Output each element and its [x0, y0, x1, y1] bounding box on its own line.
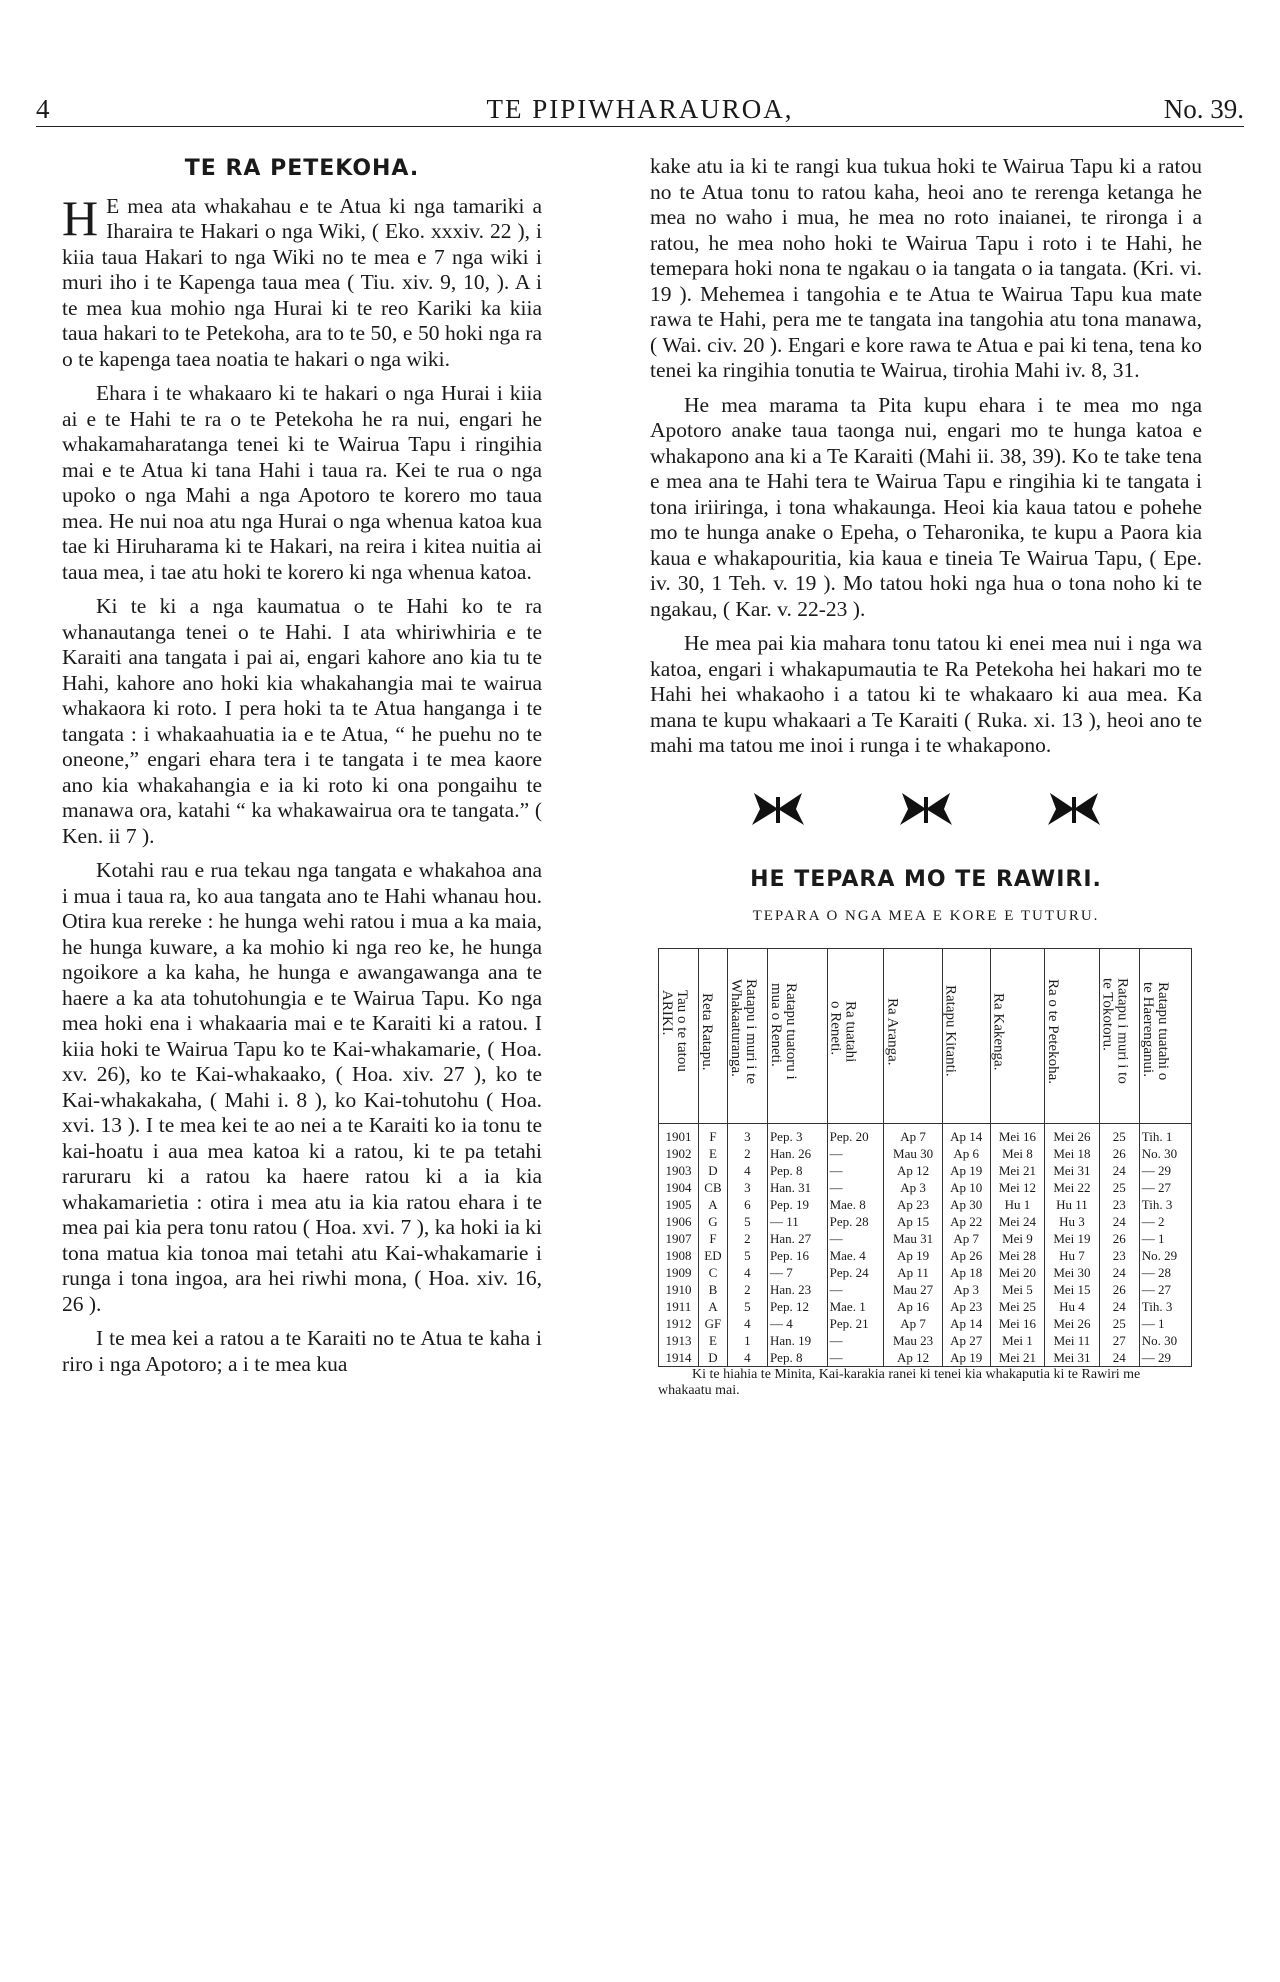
- article-paragraph: He mea marama ta Pita kupu ehara i te mea mo nga Apotoro anake taua taonga nui, engari mo te hunga katoa e whakapono ana ki a Te Karaiti (Mahi ii. 38, 39). Ko te take tena e mea ana te Hahi tera te Wairua Tapu e ringihia ki te tangata i tona iriiringa, i tona whakaunga. Heoi kia kaua tatou e pohehe mo te hunga anake o Epeha, o Teharonika, te kupu a Paora kia kaua e whakapouritia, kia kaua e tineia Te Wairua Tapu, ( Epe. iv. 30, 1 Teh. v. 19 ). Mo tatou hoki nga hua o tona noho ki te ngakau, ( Kar. v. 22-23 ).: [650, 392, 1202, 621]
- table-cell: Mei 1: [990, 1332, 1045, 1349]
- drop-cap: H: [62, 189, 99, 246]
- table-cell: E: [699, 1332, 728, 1349]
- table-cell: Mae. 4: [827, 1247, 884, 1264]
- table-cell: 3: [727, 1123, 767, 1145]
- table-cell: 1907: [659, 1230, 699, 1247]
- table-cell: Mei 19: [1045, 1230, 1100, 1247]
- table-row: [659, 1332, 1192, 1349]
- table-cell: Han. 31: [767, 1179, 827, 1196]
- table-cell: 5: [727, 1213, 767, 1230]
- table-cell: 1909: [659, 1264, 699, 1281]
- table-cell: Mau 23: [884, 1332, 942, 1349]
- table-cell: Mei 21: [990, 1162, 1045, 1179]
- column-header-label: Ratapu i muri i to te Tokotoru.: [1099, 978, 1131, 1085]
- table-cell: 1904: [659, 1179, 699, 1196]
- table-cell: Mei 20: [990, 1264, 1045, 1281]
- column-header-label: Ratapu tuatoru i mua o Reneti.: [767, 982, 799, 1080]
- table-cell: Ap 23: [884, 1196, 942, 1213]
- table-cell: No. 30: [1139, 1332, 1191, 1349]
- column-header-label: Ra Kakenga.: [990, 992, 1007, 1070]
- table-cell: Han. 26: [767, 1145, 827, 1162]
- table-cell: B: [699, 1281, 728, 1298]
- table-cell: 4: [727, 1315, 767, 1332]
- article-paragraph: kake atu ia ki te rangi kua tukua hoki te Wairua Tapu ki a ratou no te Atua tonu to ratou kaha, heoi ano te rerenga ketanga he mea no waho i mua, he mea no roto inaianei, te rironga i a ratou, he mea noho hoki te Wairua Tapu i roto i te Hahi, he temepara hoki nona te ngakau o ia tangata o ia tangata. (Kri. vi. 19 ). Mehemea i tangohia e te Atua te Wairua Tapu kua mate rawa te Hahi, pera me te tangata ina tangohia atu tona manawa, ( Wai. civ. 20 ). Engari e kore rawa te Atua e pai ki tena, tena ko tenei ka ringihia tonutia te Wairua, tirohia Mahi iv. 8, 31.: [650, 154, 1202, 382]
- column-header-label: Ra Aranga.: [884, 997, 901, 1065]
- table-cell: 1901: [659, 1123, 699, 1145]
- table-cell: Tih. 1: [1139, 1123, 1191, 1145]
- table-cell: 25: [1099, 1123, 1139, 1145]
- table-cell: 1902: [659, 1145, 699, 1162]
- table-cell: Mau 27: [884, 1281, 942, 1298]
- table-cell: 1912: [659, 1315, 699, 1332]
- table-cell: Mei 21: [990, 1349, 1045, 1367]
- table-cell: — 27: [1139, 1281, 1191, 1298]
- table-cell: 1905: [659, 1196, 699, 1213]
- moth-ornament-icon: [1046, 789, 1102, 829]
- table-row: [659, 1281, 1192, 1298]
- table-row: [659, 1123, 1192, 1145]
- table-cell: Ap 6: [942, 1145, 990, 1162]
- table-cell: Tih. 3: [1139, 1196, 1191, 1213]
- table-subheading: TEPARA O NGA MEA E KORE E TUTURU.: [752, 908, 1100, 924]
- column-header-label: Ratapu tuatahi o te Haerenganui.: [1139, 982, 1171, 1081]
- column-header: [1099, 948, 1139, 1123]
- table-cell: 2: [727, 1145, 767, 1162]
- table-cell: Mei 16: [990, 1315, 1045, 1332]
- calendar-table-wrap: [658, 948, 1192, 1399]
- table-cell: 1903: [659, 1162, 699, 1179]
- table-cell: ED: [699, 1247, 728, 1264]
- table-cell: Hu 11: [1045, 1196, 1100, 1213]
- table-cell: —: [827, 1281, 884, 1298]
- table-cell: Ap 19: [942, 1349, 990, 1367]
- table-cell: — 29: [1139, 1162, 1191, 1179]
- table-cell: Hu 4: [1045, 1298, 1100, 1315]
- table-row: [659, 1179, 1192, 1196]
- issue-number: No. 39.: [1163, 94, 1244, 124]
- table-cell: Ap 15: [884, 1213, 942, 1230]
- table-cell: 24: [1099, 1298, 1139, 1315]
- table-cell: Ap 10: [942, 1179, 990, 1196]
- table-cell: Pep. 28: [827, 1213, 884, 1230]
- table-cell: F: [699, 1123, 728, 1145]
- table-cell: Ap 3: [884, 1179, 942, 1196]
- table-cell: Mei 31: [1045, 1162, 1100, 1179]
- table-cell: — 1: [1139, 1230, 1191, 1247]
- table-cell: Mei 16: [990, 1123, 1045, 1145]
- column-header-label: Ratapu i muri i te Whakaaturanga.: [727, 978, 759, 1084]
- table-cell: CB: [699, 1179, 728, 1196]
- table-cell: Hu 3: [1045, 1213, 1100, 1230]
- left-column: [62, 154, 542, 1386]
- table-cell: Ap 14: [942, 1123, 990, 1145]
- table-cell: 5: [727, 1247, 767, 1264]
- table-cell: 24: [1099, 1349, 1139, 1367]
- table-cell: Han. 23: [767, 1281, 827, 1298]
- table-cell: 1906: [659, 1213, 699, 1230]
- table-cell: 26: [1099, 1145, 1139, 1162]
- table-cell: A: [699, 1196, 728, 1213]
- table-cell: No. 29: [1139, 1247, 1191, 1264]
- table-cell: Hu 7: [1045, 1247, 1100, 1264]
- table-cell: Mei 31: [1045, 1349, 1100, 1367]
- table-cell: Pep. 8: [767, 1349, 827, 1367]
- ornament-divider: [650, 789, 1202, 829]
- table-cell: Mei 22: [1045, 1179, 1100, 1196]
- table-cell: Pep. 24: [827, 1264, 884, 1281]
- moth-ornament-icon: [750, 789, 806, 829]
- table-cell: Mei 11: [1045, 1332, 1100, 1349]
- table-cell: Mei 28: [990, 1247, 1045, 1264]
- table-cell: Ap 30: [942, 1196, 990, 1213]
- table-cell: Ap 19: [884, 1247, 942, 1264]
- table-footnote: Ki te hiahia te Minita, Kai-karakia ranei ki tenei kia whakaputia ki te Rawiri me whakaatu mai.: [658, 1366, 1141, 1398]
- table-cell: 5: [727, 1298, 767, 1315]
- article-paragraph: H E mea ata whakahau e te Atua ki nga tamariki a Iharaira te Hakari o nga Wiki, ( Eko. xxxiv. 22 ), i kiia taua Hakari to nga Wiki no te mea e 7 nga wiki i muri iho i te Kapenga taua mea ( Tiu. xiv. 9, 10, ). A i te mea kua mohio nga Hurai ki te reo Kariki ka kiia taua hakari to te Petekoha, ara to te 50, e 50 hoki nga ra o te kapenga taea noatia te hakari o nga wiki.: [62, 189, 542, 371]
- table-row: [659, 1349, 1192, 1367]
- table-cell: Mei 15: [1045, 1281, 1100, 1298]
- article-paragraph: Ehara i te whakaaro ki te hakari o nga Hurai i kiia ai e te Hahi te ra o te Petekoha he ra nui, engari he whakamaharatanga tenei ki te Wairua Tapu i ringihia mai e te Atua ki tana Hahi i taua ra. Kei te rua o nga upoko o nga Mahi a nga Apotoro te korero mo taua mea. He nui noa atu nga Hurai o nga whenua katoa kua tae ki Hiruharama ki te Hakari, na reira i kitea nuitia ai taua mea, i tae atu hoki te korero ki nga whenua katoa.: [62, 381, 542, 584]
- table-cell: Pep. 20: [827, 1123, 884, 1145]
- table-cell: A: [699, 1298, 728, 1315]
- article-paragraph: I te mea kei a ratou a te Karaiti no te Atua te kaha i riro i nga Apotoro; a i te mea kua: [62, 1326, 542, 1376]
- table-cell: Pep. 3: [767, 1123, 827, 1145]
- table-cell: Mei 26: [1045, 1123, 1100, 1145]
- column-header-label: Ra o te Petekoha.: [1045, 978, 1062, 1084]
- table-cell: Ap 19: [942, 1162, 990, 1179]
- table-row: [659, 1230, 1192, 1247]
- table-cell: Mei 18: [1045, 1145, 1100, 1162]
- table-cell: 27: [1099, 1332, 1139, 1349]
- article-paragraph: He mea pai kia mahara tonu tatou ki enei mea nui i nga wa katoa, engari i whakapumautia te Ra Petekoha hei hakari mo te Hahi hei whakaoho i a tatou ki te whakaaro ki aua mea. Ka mana te kupu whakaari a Te Karaiti ( Ruka. xi. 13 ), heoi ano te mahi ma tatou me inoi i runga i te whakapono.: [650, 631, 1202, 757]
- table-cell: Mei 12: [990, 1179, 1045, 1196]
- table-cell: Pep. 12: [767, 1298, 827, 1315]
- table-cell: Ap 26: [942, 1247, 990, 1264]
- page-number: 4: [36, 94, 52, 124]
- table-cell: 2: [727, 1281, 767, 1298]
- table-cell: — 11: [767, 1213, 827, 1230]
- table-cell: 1908: [659, 1247, 699, 1264]
- table-row: [659, 1145, 1192, 1162]
- table-cell: Pep. 8: [767, 1162, 827, 1179]
- column-header: [699, 948, 728, 1123]
- table-cell: Pep. 19: [767, 1196, 827, 1213]
- table-cell: D: [699, 1162, 728, 1179]
- table-body: [659, 1123, 1192, 1366]
- table-row: [659, 1247, 1192, 1264]
- table-cell: 1911: [659, 1298, 699, 1315]
- table-cell: Hu 1: [990, 1196, 1045, 1213]
- table-cell: 4: [727, 1349, 767, 1367]
- table-cell: Mei 25: [990, 1298, 1045, 1315]
- table-cell: Mei 26: [1045, 1315, 1100, 1332]
- table-cell: 24: [1099, 1213, 1139, 1230]
- table-cell: —: [827, 1230, 884, 1247]
- table-cell: —: [827, 1162, 884, 1179]
- table-row: [659, 1196, 1192, 1213]
- table-header-row: [659, 948, 1192, 1123]
- table-cell: No. 30: [1139, 1145, 1191, 1162]
- table-cell: GF: [699, 1315, 728, 1332]
- table-cell: Ap 18: [942, 1264, 990, 1281]
- table-cell: F: [699, 1230, 728, 1247]
- table-cell: 25: [1099, 1315, 1139, 1332]
- table-heading: HE TEPARA MO TE RAWIRI.: [750, 866, 1102, 892]
- table-cell: Ap 3: [942, 1281, 990, 1298]
- table-cell: Mau 30: [884, 1145, 942, 1162]
- table-cell: —: [827, 1349, 884, 1367]
- column-header-label: Reta Ratapu.: [699, 992, 716, 1070]
- table-cell: Ap 7: [884, 1123, 942, 1145]
- table-cell: 1913: [659, 1332, 699, 1349]
- moth-ornament-icon: [898, 789, 954, 829]
- column-header: [767, 948, 827, 1123]
- table-cell: Mei 24: [990, 1213, 1045, 1230]
- table-cell: Han. 27: [767, 1230, 827, 1247]
- table-cell: 26: [1099, 1281, 1139, 1298]
- table-cell: Pep. 21: [827, 1315, 884, 1332]
- table-cell: Pep. 16: [767, 1247, 827, 1264]
- table-cell: Ap 11: [884, 1264, 942, 1281]
- table-cell: 23: [1099, 1196, 1139, 1213]
- table-row: [659, 1315, 1192, 1332]
- table-cell: — 29: [1139, 1349, 1191, 1367]
- table-cell: Ap 12: [884, 1162, 942, 1179]
- table-cell: Mei 8: [990, 1145, 1045, 1162]
- table-cell: Ap 12: [884, 1349, 942, 1367]
- table-cell: Tih. 3: [1139, 1298, 1191, 1315]
- table-cell: Mae. 8: [827, 1196, 884, 1213]
- table-cell: Ap 16: [884, 1298, 942, 1315]
- article-heading: TE RA PETEKOHA.: [184, 156, 420, 181]
- table-cell: 26: [1099, 1230, 1139, 1247]
- table-cell: D: [699, 1349, 728, 1367]
- table-cell: Mei 30: [1045, 1264, 1100, 1281]
- column-header: [827, 948, 884, 1123]
- table-cell: 4: [727, 1264, 767, 1281]
- table-cell: — 1: [1139, 1315, 1191, 1332]
- table-cell: Mae. 1: [827, 1298, 884, 1315]
- table-cell: Han. 19: [767, 1332, 827, 1349]
- column-header: [1045, 948, 1100, 1123]
- table-cell: —: [827, 1145, 884, 1162]
- column-header: [990, 948, 1045, 1123]
- column-header-label: Tau o te tatou ARIKI.: [659, 990, 690, 1073]
- table-cell: Ap 7: [942, 1230, 990, 1247]
- table-cell: Ap 27: [942, 1332, 990, 1349]
- table-cell: 24: [1099, 1264, 1139, 1281]
- column-header: [942, 948, 990, 1123]
- column-header-label: Ratapu Kitanti.: [942, 985, 959, 1078]
- table-cell: —: [827, 1332, 884, 1349]
- table-cell: Ap 23: [942, 1298, 990, 1315]
- table-cell: —: [827, 1179, 884, 1196]
- table-row: [659, 1213, 1192, 1230]
- article-paragraph: Ki te ki a nga kaumatua o te Hahi ko te ra whanautanga tenei o te Hahi. I ata whiriwhiria e te Karaiti ana tangata i pai ai, engari kahore ano kia tu te Hahi, kahore ano hoki kia whakahangia mai te wairua whakaora ki roto. I pera hoki ta te Atua hanganga i te tangata : i whakaahuatia ia e te Atua, “ he puehu no te oneone,” engari ehara tera i te tangata i te mea kaore ano kia whakahangia e ia ki roto ki ona pongaihu te manawa ora, katahi “ ka whakawairua ora te tangata.” ( Ken. ii 7 ).: [62, 594, 542, 848]
- right-column: [650, 154, 1202, 1408]
- table-cell: Mei 5: [990, 1281, 1045, 1298]
- page-header: [36, 94, 1244, 127]
- table-cell: 2: [727, 1230, 767, 1247]
- table-cell: G: [699, 1213, 728, 1230]
- article-paragraph: Kotahi rau e rua tekau nga tangata e whakahoa ana i mua i taua ra, ko aua tangata ano te Hahi whanau hou. Otira kua rereke : he hunga wehi ratou i mua a ka maia, he hunga kuware, a ka mohio ki nga reo ke, he hunga ngoikore a ka kaha, he hunga e awangawanga ana te haere a ka ata tohutohungia e te Wairua Tapu. Ko nga mea hoki ena i whakaaria mai e te Karaiti ki a ratou. I kiia hoki te Wairua Tapu ko te Kai-whakamarie, ( Hoa. xv. 26), ko te Kai-whakaako, ( Hoa. xiv. 27 ), ko te Kai-whakakaha, ( Mahi i. 8 ), ko Kai-tohutohu ( Hoa. xvi. 13 ). I te mea kei te ao nei a te Karaiti ko ia tonu te kai-hoatu i aua mea katoa ki a ratou, ki te pa tetahi raruraru ki a ratou ka haere ratou ki a ia kia whakamarietia : otira i mea atu ia kia ratou ehara i te mea pai kia pera tonu ratou ( Hoa. xvi. 7 ), ka hoki ia ki tona matua kia tonoa mai tetahi atu Kai-whakamarie i runga i tona ingoa, ara hei riwhi mona, ( Hoa. xiv. 16, 26 ).: [62, 858, 542, 1316]
- table-cell: Ap 7: [884, 1315, 942, 1332]
- table-cell: — 4: [767, 1315, 827, 1332]
- table-cell: 24: [1099, 1162, 1139, 1179]
- table-cell: C: [699, 1264, 728, 1281]
- table-cell: 1: [727, 1332, 767, 1349]
- table-cell: — 2: [1139, 1213, 1191, 1230]
- table-row: [659, 1298, 1192, 1315]
- table-cell: 25: [1099, 1179, 1139, 1196]
- table-cell: 23: [1099, 1247, 1139, 1264]
- column-header: [884, 948, 942, 1123]
- table-cell: E: [699, 1145, 728, 1162]
- table-row: [659, 1162, 1192, 1179]
- table-cell: — 7: [767, 1264, 827, 1281]
- table-cell: — 28: [1139, 1264, 1191, 1281]
- table-cell: Mau 31: [884, 1230, 942, 1247]
- table-cell: Ap 22: [942, 1213, 990, 1230]
- table-cell: Mei 9: [990, 1230, 1045, 1247]
- column-header-label: Ra tuatahi o Reneti.: [827, 1000, 859, 1062]
- column-header: [727, 948, 767, 1123]
- table-cell: 4: [727, 1162, 767, 1179]
- column-header: [659, 948, 699, 1123]
- table-row: [659, 1264, 1192, 1281]
- table-cell: 1910: [659, 1281, 699, 1298]
- table-cell: 6: [727, 1196, 767, 1213]
- table-cell: — 27: [1139, 1179, 1191, 1196]
- table-cell: Ap 14: [942, 1315, 990, 1332]
- table-cell: 3: [727, 1179, 767, 1196]
- column-header: [1139, 948, 1191, 1123]
- newspaper-title: TE PIPIWHARAUROA,: [486, 94, 794, 124]
- table-cell: 1914: [659, 1349, 699, 1367]
- calendar-table: [658, 948, 1192, 1367]
